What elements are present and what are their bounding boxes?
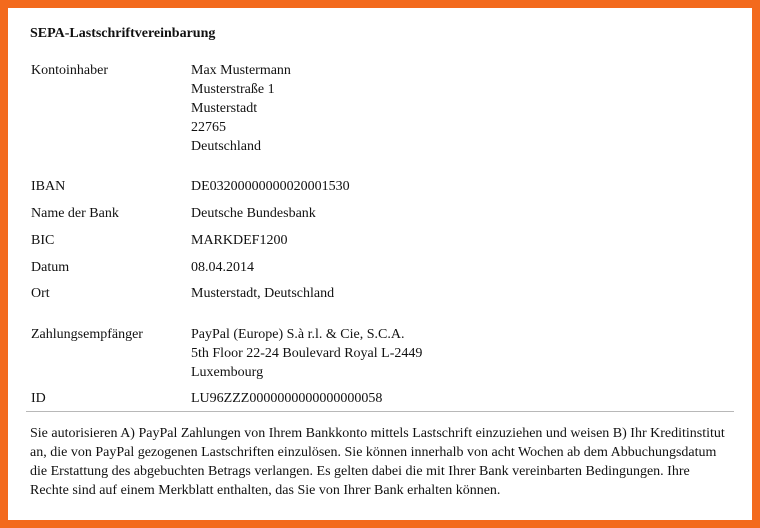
mandate-notice-text: Sie autorisieren A) PayPal Zahlungen von Ihrem Bankkonto mittels Lastschrift einzuziehen und weisen B) Ihr Kreditinstitut an, die von PayPal gezogenen Lastschriften einzulösen. Sie können innerhalb von acht Wochen ab dem Abbuchungsdatum die Erstattung des abgebuchten Betrags verlangen. Es gelten dabei die mit Ihrer Bank vereinbarten Bedingungen. Ihre Rechte sind auf einem Merkblatt enthalten, das Sie von Ihrer Bank erhalten können.: [30, 426, 725, 498]
account-holder-label: Kontoinhaber: [31, 63, 108, 78]
payee-name: PayPal (Europe) S.à r.l. & Cie, S.C.A.: [191, 327, 405, 342]
iban-value: DE03200000000020001530: [191, 179, 350, 194]
creditor-id-label: ID: [31, 391, 46, 406]
payee-city: Luxembourg: [191, 365, 264, 380]
section-divider: [26, 411, 734, 412]
bic-value: MARKDEF1200: [191, 233, 288, 248]
account-holder-street: Musterstraße 1: [191, 82, 275, 97]
place-value: Musterstadt, Deutschland: [191, 286, 335, 301]
payee-address: 5th Floor 22-24 Boulevard Royal L-2449: [191, 346, 423, 361]
account-holder-value: [191, 61, 291, 156]
creditor-id-value: LU96ZZZ0000000000000000058: [191, 391, 383, 406]
bank-name-label: Name der Bank: [31, 206, 119, 221]
document-title: SEPA-Lastschriftvereinbarung: [30, 26, 216, 41]
account-holder-city: Musterstadt: [191, 101, 258, 116]
account-holder-country: Deutschland: [191, 139, 261, 154]
date-label: Datum: [31, 260, 70, 275]
payee-label: Zahlungsempfänger: [31, 327, 143, 342]
payee-value: [191, 325, 422, 382]
bic-label: BIC: [31, 233, 55, 248]
account-holder-name: Max Mustermann: [191, 63, 291, 78]
account-holder-postal-code: 22765: [191, 120, 226, 135]
sepa-mandate-document: [8, 8, 752, 520]
date-value: 08.04.2014: [191, 260, 254, 275]
iban-label: IBAN: [31, 179, 66, 194]
place-label: Ort: [31, 286, 50, 301]
bank-name-value: Deutsche Bundesbank: [191, 206, 316, 221]
